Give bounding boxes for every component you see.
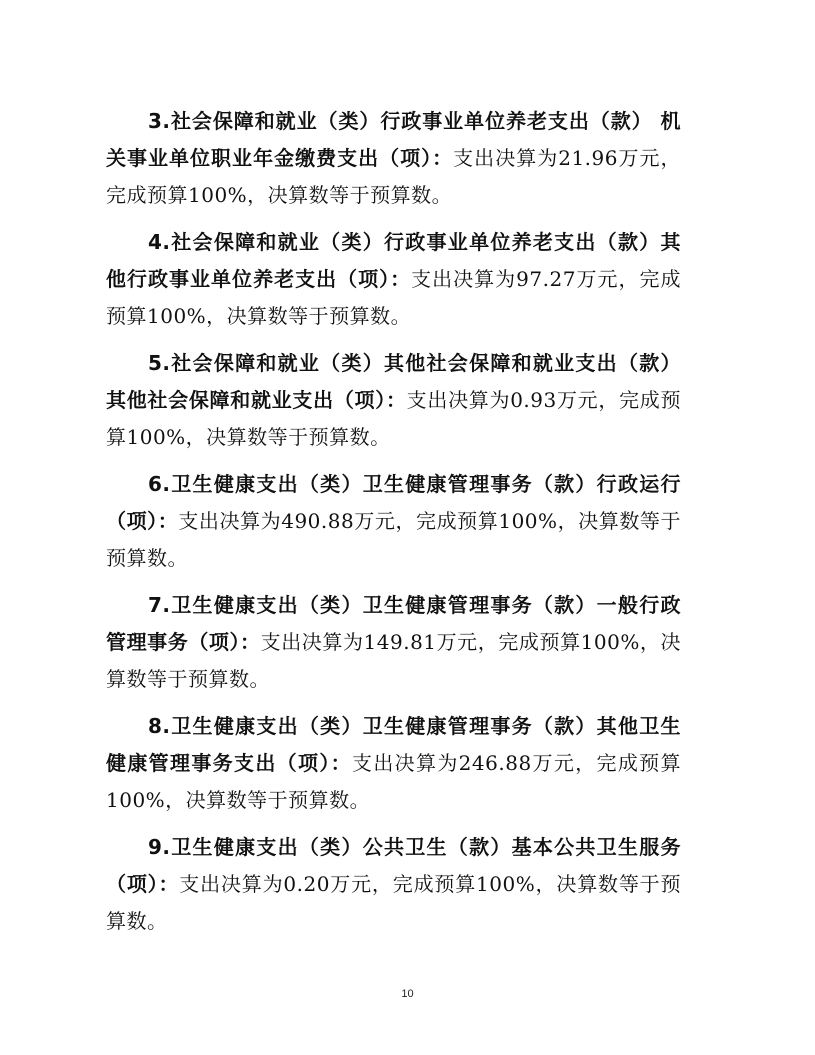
paragraph-heading: 7.卫生健康支出（类）卫生健康管理事务（款）一般行政管理事务（项）：: [106, 593, 681, 654]
paragraph-text: 支出决算为490.88万元，完成预算100%，决算数等于预算数。: [106, 509, 681, 570]
paragraph-item-7: [106, 587, 681, 698]
paragraph-item-9: [106, 829, 681, 940]
paragraph-text: 支出决算为149.81万元，完成预算100%，决算数等于预算数。: [106, 630, 681, 691]
paragraph-heading: 9.卫生健康支出（类）公共卫生（款）基本公共卫生服务（项）：: [106, 835, 681, 896]
paragraph-item-4: [106, 224, 681, 335]
paragraph-text: 支出决算为97.27万元，完成预算100%，决算数等于预算数。: [106, 267, 681, 328]
paragraph-text: 支出决算为0.93万元，完成预算100%，决算数等于预算数。: [106, 388, 682, 449]
paragraph-heading: 3.社会保障和就业（类）行政事业单位养老支出（款） 机关事业单位职业年金缴费支出（项）：: [106, 109, 681, 170]
page-number: 10: [401, 988, 414, 1000]
document-body: [106, 103, 681, 950]
paragraph-item-8: [106, 708, 681, 819]
paragraph-item-3: [106, 103, 681, 214]
paragraph-heading: 4.社会保障和就业（类）行政事业单位养老支出（款）其他行政事业单位养老支出（项）：: [106, 230, 681, 291]
paragraph-item-6: [106, 466, 681, 577]
paragraph-heading: 6.卫生健康支出（类）卫生健康管理事务（款）行政运行（项）：: [106, 472, 681, 533]
paragraph-text: 支出决算为21.96万元，完成预算100%，决算数等于预算数。: [106, 146, 682, 207]
paragraph-text: 支出决算为246.88万元，完成预算100%，决算数等于预算数。: [106, 751, 682, 812]
paragraph-item-5: [106, 345, 681, 456]
paragraph-heading: 5.社会保障和就业（类）其他社会保障和就业支出（款）其他社会保障和就业支出（项）：: [106, 351, 681, 412]
paragraph-text: 支出决算为0.20万元，完成预算100%，决算数等于预算数。: [106, 872, 681, 933]
paragraph-heading: 8.卫生健康支出（类）卫生健康管理事务（款）其他卫生健康管理事务支出（项）：: [106, 714, 681, 775]
